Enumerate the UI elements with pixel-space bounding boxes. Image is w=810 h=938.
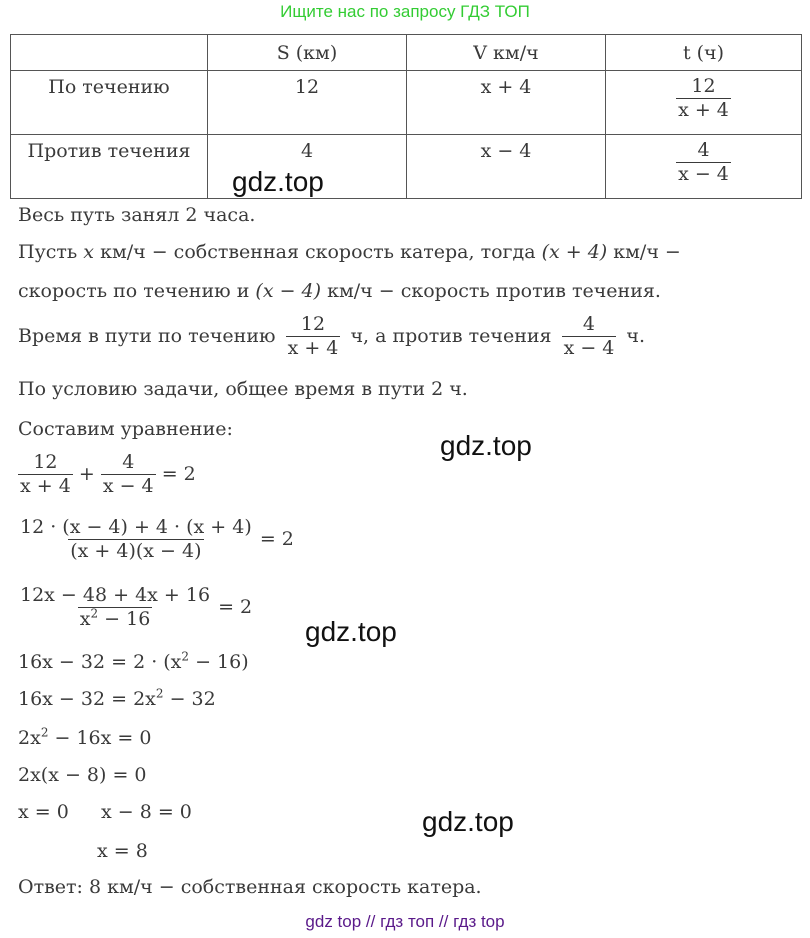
watermark: gdz.top bbox=[440, 430, 532, 461]
table-row bbox=[11, 135, 802, 199]
text-line: скорость по течению и (x − 4) км/ч − скорость против течения. bbox=[18, 280, 661, 302]
row-t bbox=[606, 135, 802, 199]
equation-2: $\frac{12 \cdot (x - 4) + 4 \cdot (x + 4)}{(x + 4)(x - 4)}$ = 2 bbox=[20, 516, 294, 562]
text-line: Весь путь занял 2 часа. bbox=[18, 204, 256, 226]
time-fraction: $\frac{4}{x - 4}$ bbox=[678, 139, 729, 185]
text-line: Составим уравнение: bbox=[18, 418, 233, 440]
equation-step: $16x - 32 = 2 \cdot (x^2 - 16)$ bbox=[18, 649, 249, 673]
row-t bbox=[606, 71, 802, 135]
table-header-row bbox=[11, 35, 802, 71]
equation-step: x = 0 bbox=[18, 801, 69, 823]
fraction: $\frac{12}{x + 4}$ bbox=[287, 313, 339, 359]
row-s: 12 bbox=[208, 71, 407, 135]
table-header-empty bbox=[11, 35, 208, 71]
text-line: Время в пути по течению $\frac{12}{x + 4}$ ч, а против течения $\frac{4}{x - 4}$ ч. bbox=[18, 313, 646, 359]
fraction: $\frac{4}{x - 4}$ bbox=[563, 313, 615, 359]
equation-step: 2x(x − 8) = 0 bbox=[18, 764, 147, 786]
equation-3: $\frac{12x - 48 + 4x + 16}{x^2 - 16}$ = 2 bbox=[20, 584, 253, 630]
watermark: gdz.top bbox=[305, 616, 397, 647]
text-line: Пусть x км/ч − собственная скорость катера, тогда (x + 4) км/ч − bbox=[18, 241, 681, 263]
fraction: $\frac{12}{x + 4}$ bbox=[20, 451, 71, 497]
answer-line: Ответ: 8 км/ч − собственная скорость катера. bbox=[18, 876, 482, 898]
equation-step: x − 8 = 0 bbox=[101, 801, 192, 823]
text-line: По условию задачи, общее время в пути 2 ч. bbox=[18, 378, 468, 400]
row-v: x + 4 bbox=[407, 71, 606, 135]
table-header-v: V км/ч bbox=[407, 35, 606, 71]
equation-step: x = 8 bbox=[97, 840, 148, 862]
equation-step: $16x - 32 = 2x^2 - 32$ bbox=[18, 686, 216, 710]
fraction: $\frac{4}{x - 4}$ bbox=[102, 451, 154, 497]
time-fraction: $\frac{12}{x + 4}$ bbox=[678, 75, 729, 121]
equation-step: $2x^2 - 16x = 0$ bbox=[18, 725, 152, 749]
row-v: x − 4 bbox=[407, 135, 606, 199]
table-row bbox=[11, 71, 802, 135]
row-label: Против течения bbox=[11, 135, 208, 199]
fraction: $\frac{12 \cdot (x - 4) + 4 \cdot (x + 4)}{(x + 4)(x - 4)}$ bbox=[20, 516, 252, 562]
equation-1: $\frac{12}{x + 4}$ + $\frac{4}{x - 4}$ = 2 bbox=[20, 451, 196, 497]
row-s: 4 bbox=[208, 135, 407, 199]
footer-links[interactable]: gdz top // гдз топ // гдз top bbox=[305, 912, 505, 931]
table-header-s: S (км) bbox=[208, 35, 407, 71]
fraction: $\frac{12x - 48 + 4x + 16}{x^2 - 16}$ bbox=[20, 584, 211, 630]
watermark: gdz.top bbox=[422, 806, 514, 837]
data-table bbox=[10, 34, 802, 199]
row-label: По течению bbox=[11, 71, 208, 135]
watermark: gdz.top bbox=[232, 166, 324, 197]
search-banner: Ищите нас по запросу ГДЗ ТОП bbox=[280, 2, 530, 21]
table-header-t: t (ч) bbox=[606, 35, 802, 71]
